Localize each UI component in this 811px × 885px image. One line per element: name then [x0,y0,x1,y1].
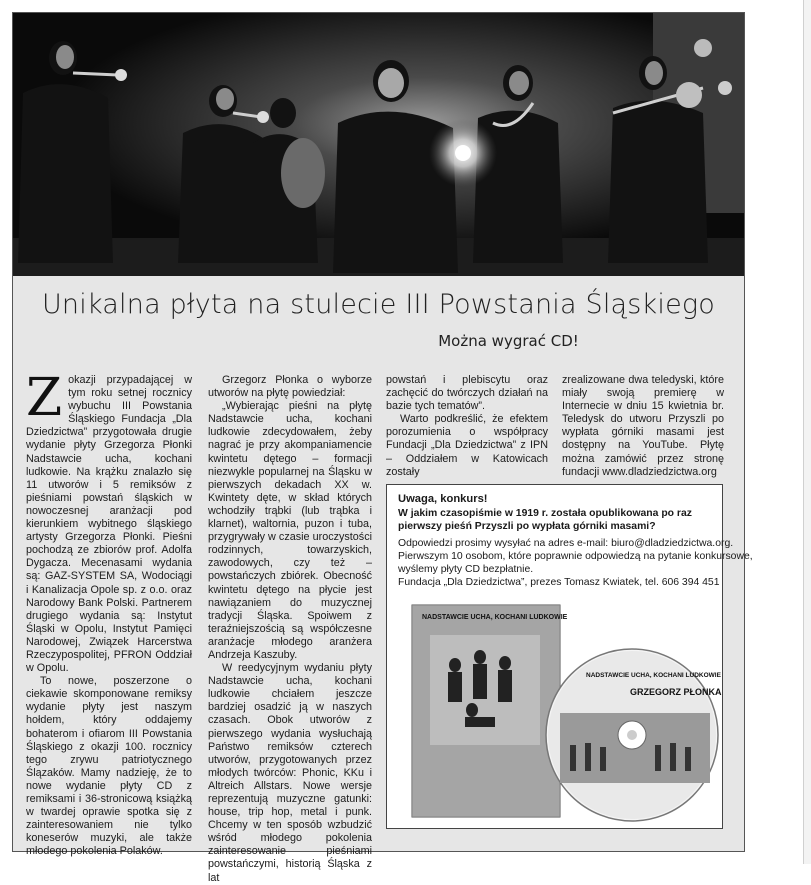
article-column-4 [562,374,724,479]
paragraph: Grzegorz Płonka o wyborze utworów na płytę powiedział: [208,374,372,400]
article-column-3 [386,374,548,479]
book-title-text: NADSTAWCIE UCHA, KOCHANI LUDKOWIE [422,614,568,621]
article-title: Unikalna płyta na stulecie III Powstania Śląskiego [41,289,716,320]
paragraph: W reedycyjnym wydaniu płyty Nadstawcie ucha, kochani ludkowie chciałem jeszcze bardziej osadzić ją w naszych czasach. Obok utworów z pierwszego wydania wysłuchają Państwo remiksów czterech utworów, przygotowanych przez młodych twórców: Phonic, KKu i Altreich Allstars. Nowe wersje reprezentują muzyczne gatunki: house, trip hop, metal i punk. Chcemy w ten sposób wzbudzić wśród młodego pokolenia zainteresowanie pieśniami powstańczymi, historią Śląska z lat [208,662,372,884]
contest-info-line: Odpowiedzi prosimy wysyłać na adres e-mail: biuro@dladziedzictwa.org. [398,538,734,549]
cd-product-image [400,595,720,827]
paragraph: Warto podkreślić, że efektem porozumienia o współpracy Fundacji „Dla Dziedzictwa” z IPN – Oddziałem w Katowicach zostały [386,413,548,478]
cd-artist-text: GRZEGORZ PŁONKA [630,687,722,697]
article-subtitle: Można wygrać CD! [438,332,579,350]
contest-box [386,484,753,829]
article-column-1 [26,368,192,858]
contest-info [398,537,753,589]
article-column-2 [208,374,372,885]
page-edge [803,0,811,864]
paragraph: Z okazji przypadającej w tym roku setnej rocznicy wybuchu III Powstania Śląskiego Fundacja „Dla Dziedzictwa” przygotowała drugie wydanie płyty Grzegorza Płonki Nadstawcie ucha, kochani ludkowie. Na krążku znalazło się 11 utworów i 5 remiksów z pieśniami powstań śląskich w nowoczesnej aranżacji pod kierunkiem wybitnego śląskiego artysty Grzegorza Płonki. Pieśni pochodzą ze zbiorów prof. Adolfa Dygacza. Mecenasami wydania są: GAZ-SYSTEM SA, Wodociągi i Kanalizacja Opole sp. z o.o. oraz Narodowy Bank Polski. Partnerem drugiego wydania są: Instytut Śląski w Opolu, Instytut Pamięci Narodowej, Związek Harcerstwa Rzeczypospolitej, PFRON Oddział w Opolu. [26,368,192,675]
cd-title-text: NADSTAWCIE UCHA, KOCHANI LUDKOWIE [586,672,721,679]
contest-question: W jakim czasopiśmie w 1919 r. została opublikowana po raz pierwszy pieśń Przyszli po wypłata górniki masami? [398,508,692,532]
contest-info-line: Fundacja „Dla Dziedzictwa”, prezes Tomasz Kwiatek, tel. 606 394 451 [398,577,720,588]
paragraph: „Wybierając pieśni na płytę Nadstawcie ucha, kochani ludkowie zdecydowałem, żeby nagrać je przy akompaniamencie kwintetu dętego – formacji niezwykle popularnej na Śląsku w pierwszych dekadach XX w. Kwintety dęte, w skład których wchodziły trąbki (lub trąbka i klarnet), waltornia, puzon i tuba, przygrywały w czasie uroczystości rodzinnych, towarzyskich, zawodowych, czy też – powstańczych zbiórek. Obecność kwintetu dętego na płycie jest nawiązaniem do muzycznej tradycji Śląska. Spoiwem z teraźniejszością są współczesne aranżacje młodego aranżera Andrzeja Kaszuby. [208,400,372,661]
drop-cap: Z [26,368,63,428]
contest-info-line: wyślemy płyty CD bezpłatnie. [398,564,534,575]
paragraph: powstań i plebiscytu oraz zachęcić do twórczych działań na bazie tych tematów”. [386,374,548,413]
paragraph: To nowe, poszerzone o ciekawie skomponowane remiksy wydanie płyty jest naszym hołdem, który oddajemy bohaterom i ofiarom III Powstania Śląskiego z okazji 100. rocznicy tego zrywu patriotycznego Ślązaków. Mamy nadzieję, że to nowe wydanie płyty CD z remiksami i 36-stronicową książką w twardej oprawie spotka się z zainteresowaniem nie tylko koneserów muzyki, ale także młodego pokolenia Polaków. [26,675,192,858]
contest-heading: Uwaga, konkurs! [398,493,488,505]
paragraph: zrealizowane dwa teledyski, które miały swoją premierę w Internecie w dniu 15 kwietnia br. Teledysk do utworu Przyszli po wypłata górniki masami jest dostępny na YouTube. Płytę można zamówić przez stronę fundacji www.dladziedzictwa.org [562,374,724,478]
contest-info-line: Pierwszym 10 osobom, które poprawnie odpowiedzą na pytanie konkursowe, [398,551,753,562]
band-photo [13,13,744,276]
